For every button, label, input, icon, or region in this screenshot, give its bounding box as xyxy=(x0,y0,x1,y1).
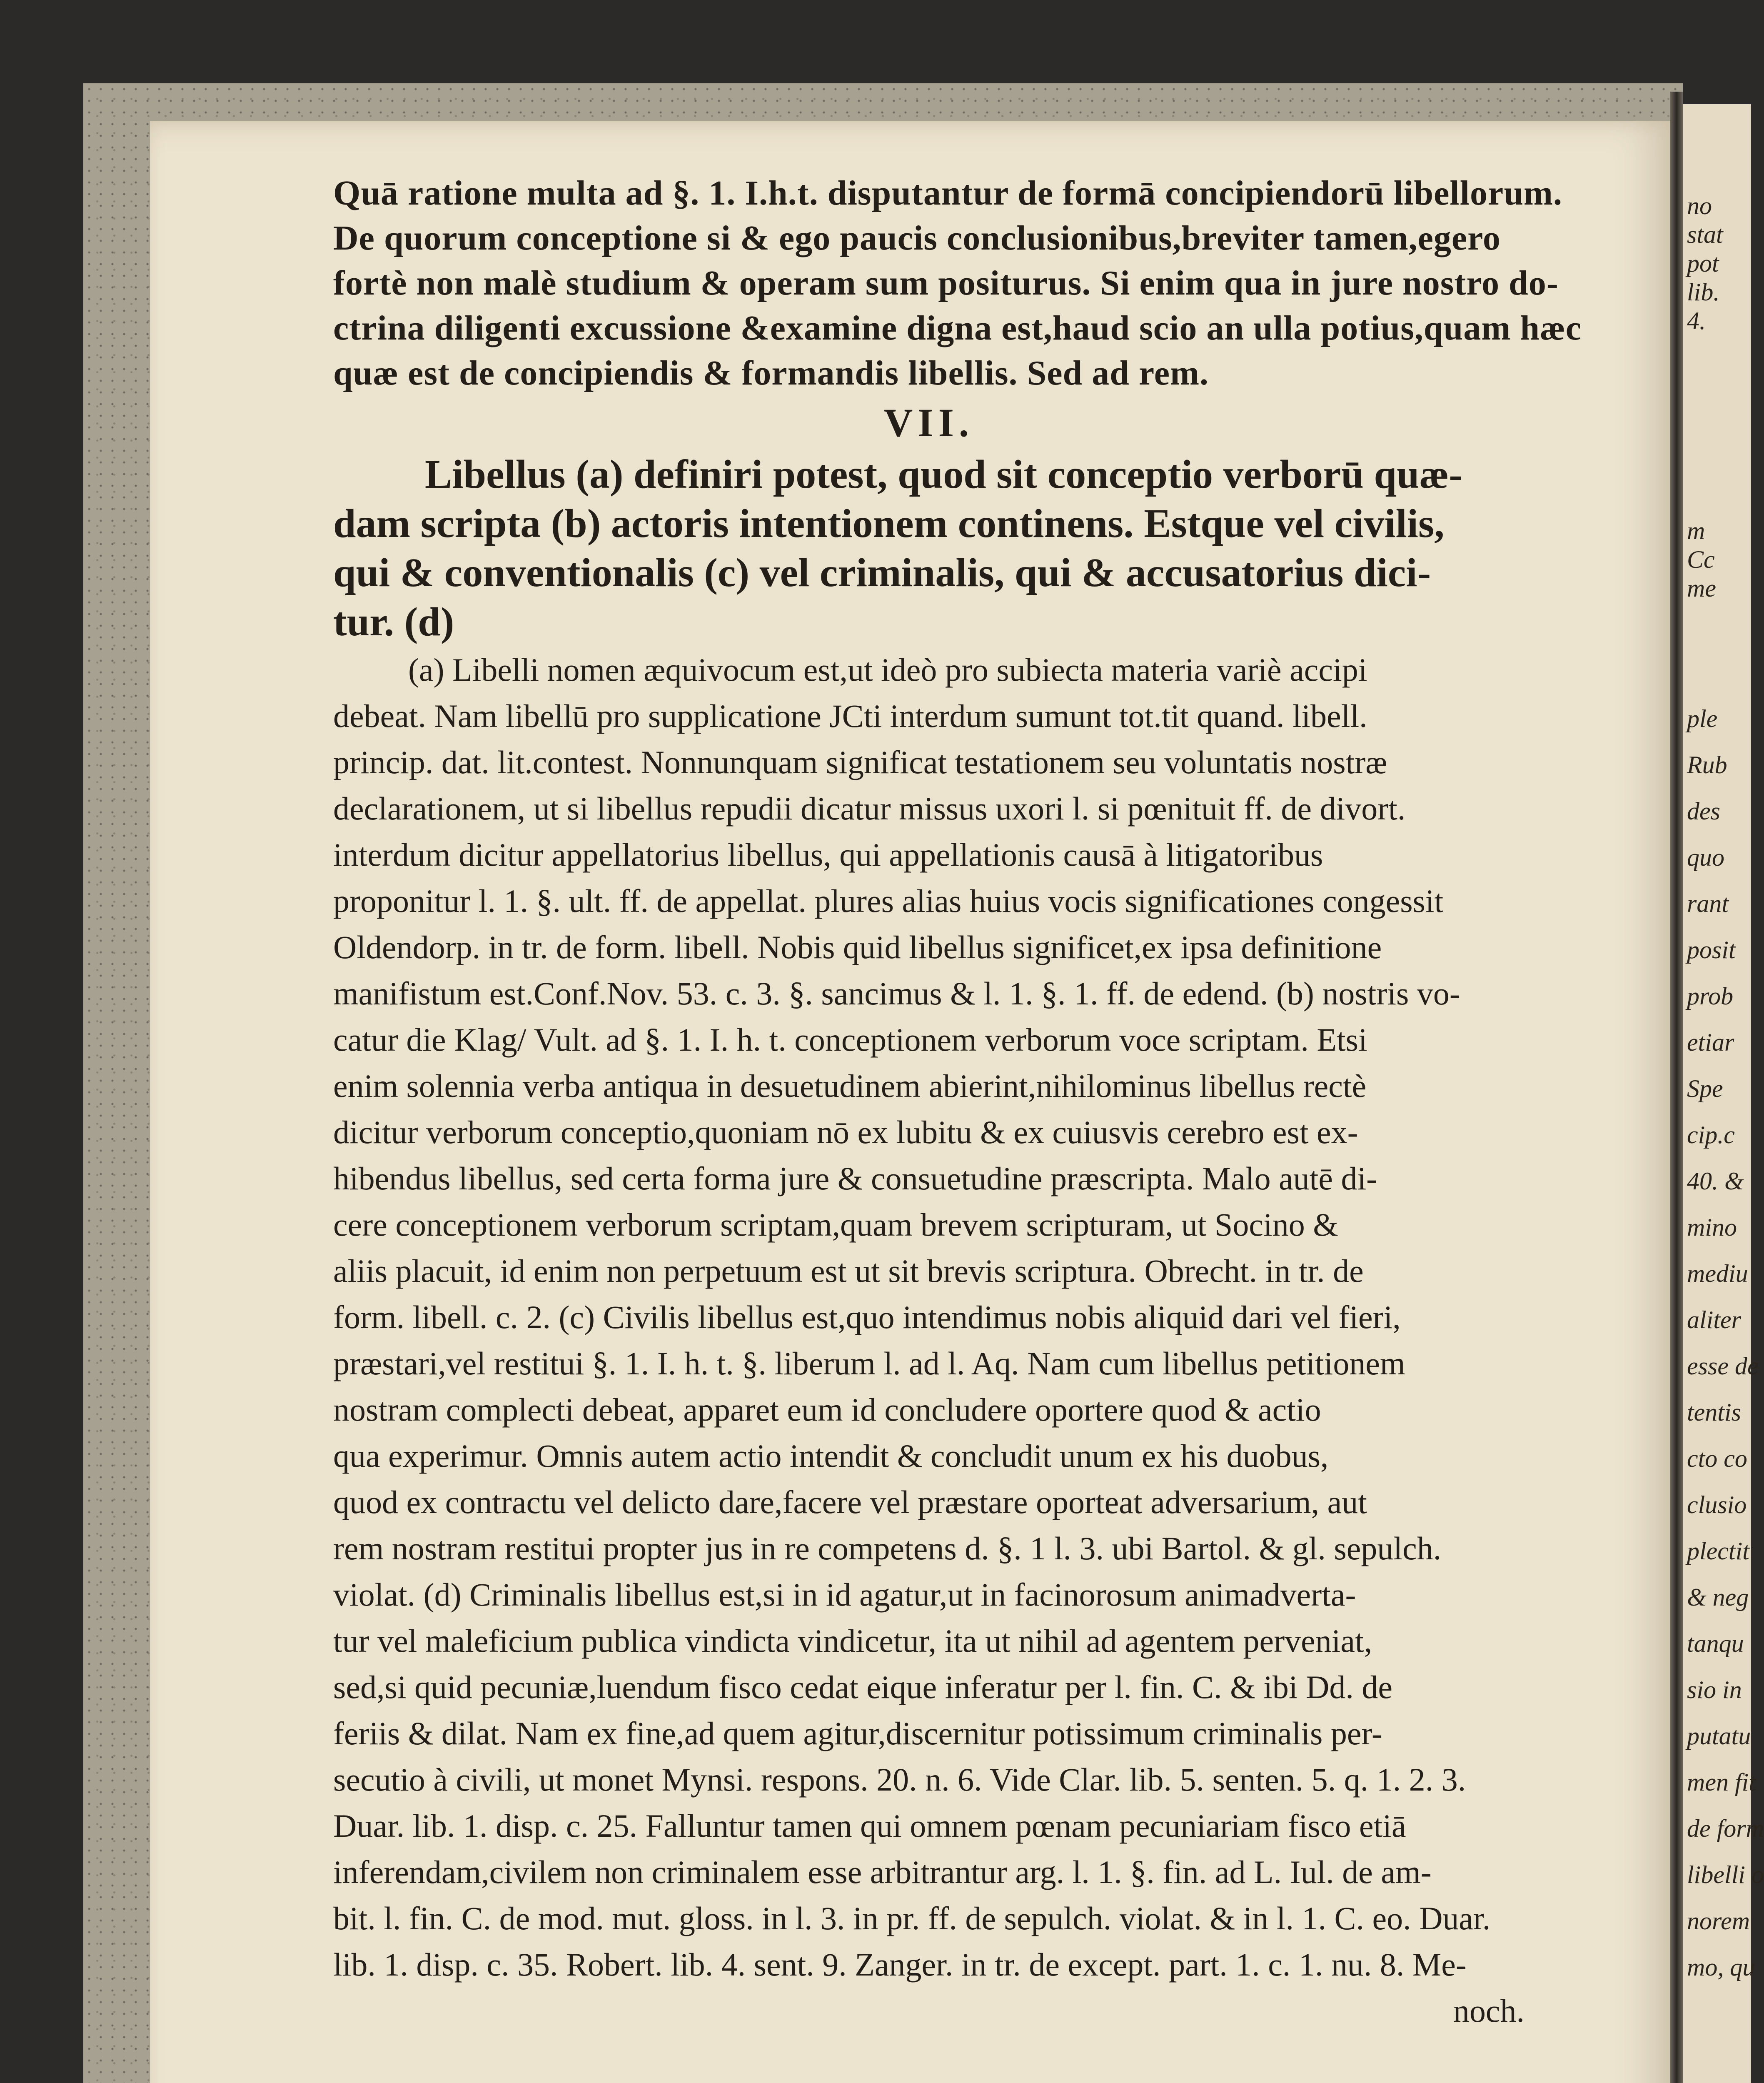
facing-page-edge xyxy=(1683,104,1764,2083)
facing-fragment: posit xyxy=(1687,936,1736,964)
footnote-line: qua experimur. Omnis autem actio intendit & concludit unum ex his duobus, xyxy=(333,1438,1329,1474)
facing-fragment: rant xyxy=(1687,890,1729,917)
catchword: noch. xyxy=(1453,1993,1524,2029)
intro-line: De quorum conceptione si & ego paucis conclusionibus,breviter tamen,egero xyxy=(333,219,1501,257)
facing-fragment: pot xyxy=(1687,250,1719,277)
facing-fragment: clusio xyxy=(1687,1491,1747,1519)
section-heading: VII. xyxy=(883,400,974,445)
facing-fragment: no xyxy=(1687,192,1712,220)
intro-line: Quā ratione multa ad §. 1. I.h.t. disputantur de formā concipiendorū libellorum. xyxy=(333,174,1563,212)
footnote-line: proponitur l. 1. §. ult. ff. de appellat. plures alias huius vocis significationes congessit xyxy=(333,883,1444,919)
facing-fragment: etiar xyxy=(1687,1029,1734,1056)
intro-line: quæ est de concipiendis & formandis libellis. Sed ad rem. xyxy=(333,354,1209,392)
footnote-line: Oldendorp. in tr. de form. libell. Nobis quid libellus significet,ex ipsa definitione xyxy=(333,929,1382,965)
facing-fragment: de form xyxy=(1687,1815,1764,1842)
footnote-line: feriis & dilat. Nam ex fine,ad quem agitur,discernitur potissimum criminalis per- xyxy=(333,1715,1382,1751)
footnote-line: hibendus libellus, sed certa forma jure & consuetudine præscripta. Malo autē di- xyxy=(333,1160,1377,1196)
facing-fragment: quo xyxy=(1687,844,1724,871)
facing-fragment: putatu xyxy=(1687,1722,1751,1750)
footnote-line: tur vel maleficium publica vindicta vindicetur, ita ut nihil ad agentem perveniat, xyxy=(333,1623,1372,1659)
facing-fragment: cto co xyxy=(1687,1445,1747,1472)
footnote-line: rem nostram restitui propter jus in re competens d. §. 1 l. 3. ubi Bartol. & gl. sepulch. xyxy=(333,1530,1442,1566)
footnote-line: (a) Libelli nomen æquivocum est,ut ideò pro subiecta materia variè accipi xyxy=(408,652,1367,688)
footnote-line: aliis placuit, id enim non perpetuum est ut sit brevis scriptura. Obrecht. in tr. de xyxy=(333,1253,1364,1289)
facing-fragment: m xyxy=(1687,517,1705,544)
facing-fragment: prob xyxy=(1687,982,1734,1010)
facing-fragment: esse de xyxy=(1687,1352,1759,1380)
footnote-line: præstari,vel restitui §. 1. I. h. t. §. liberum l. ad l. Aq. Nam cum libellus petitionem xyxy=(333,1345,1405,1381)
facing-fragment: libelli o xyxy=(1687,1861,1764,1888)
intro-line: ctrina diligenti excussione &examine digna est,haud scio an ulla potius,quam hæc xyxy=(333,309,1582,347)
book-gutter xyxy=(1670,92,1683,2083)
facing-fragment: & neg xyxy=(1687,1583,1749,1611)
facing-fragment: mediu xyxy=(1687,1260,1748,1287)
facing-fragment: tentis xyxy=(1687,1399,1741,1426)
facing-fragment: sio in xyxy=(1687,1676,1742,1703)
footnote-line: debeat. Nam libellū pro supplicatione JCti interdum sumunt tot.tit quand. libell. xyxy=(333,698,1367,734)
facing-fragment: ple xyxy=(1687,705,1718,732)
definition-line: dam scripta (b) actoris intentionem continens. Estque vel civilis, xyxy=(333,501,1445,546)
facing-fragment: des xyxy=(1687,797,1720,825)
facing-fragment: stat xyxy=(1687,221,1723,248)
facing-fragment: Rub xyxy=(1687,751,1727,779)
footnote-line: secutio à civili, ut monet Mynsi. respons. 20. n. 6. Vide Clar. lib. 5. senten. 5. q. 1. 2. 3. xyxy=(333,1761,1466,1798)
intro-line: fortè non malè studium & operam sum positurus. Si enim qua in jure nostro do- xyxy=(333,264,1559,302)
facing-fragment: Cc xyxy=(1687,546,1715,573)
footnote-line: cere conceptionem verborum scriptam,quam brevem scripturam, ut Socino & xyxy=(333,1206,1338,1243)
footnote-line: bit. l. fin. C. de mod. mut. gloss. in l. 3. in pr. ff. de sepulch. violat. & in l. 1. C. eo. Duar. xyxy=(333,1900,1491,1936)
facing-fragment: 40. & xyxy=(1687,1167,1744,1195)
footnote-line: quod ex contractu vel delicto dare,facere vel præstare oporteat adversarium, aut xyxy=(333,1484,1367,1520)
footnote-line: enim solennia verba antiqua in desuetudinem abierint,nihilominus libellus rectè xyxy=(333,1068,1367,1104)
facing-fragment: mo, qu xyxy=(1687,1953,1755,1981)
footnote-line: interdum dicitur appellatorius libellus, qui appellationis causā à litigatoribus xyxy=(333,837,1323,873)
facing-fragment: tanqu xyxy=(1687,1630,1744,1657)
footnote-line: dicitur verborum conceptio,quoniam nō ex lubitu & ex cuiusvis cerebro est ex- xyxy=(333,1114,1358,1150)
definition-line: tur. (d) xyxy=(333,599,454,644)
footnote-line: catur die Klag/ Vult. ad §. 1. I. h. t. conceptionem verborum voce scriptam. Etsi xyxy=(333,1022,1367,1058)
footnote-line: manifistum est.Conf.Nov. 53. c. 3. §. sancimus & l. 1. §. 1. ff. de edend. (b) nostris vo- xyxy=(333,975,1460,1012)
footnote-line: inferendam,civilem non criminalem esse arbitrantur arg. l. 1. §. fin. ad L. Iul. de am- xyxy=(333,1854,1432,1890)
facing-fragment: 4. xyxy=(1687,307,1706,335)
facing-fragment: lib. xyxy=(1687,278,1720,306)
facing-fragment: me xyxy=(1687,574,1716,602)
facing-fragment: cip.c xyxy=(1687,1121,1735,1149)
footnote-line: princip. dat. lit.contest. Nonnunquam significat testationem seu voluntatis nostræ xyxy=(333,744,1387,780)
facing-fragment: Spe xyxy=(1687,1075,1723,1102)
definition-line: qui & conventionalis (c) vel criminalis, qui & accusatorius dici- xyxy=(333,550,1431,595)
facing-fragment: aliter xyxy=(1687,1306,1741,1334)
footnote-line: form. libell. c. 2. (c) Civilis libellus est,quo intendimus nobis aliquid dari vel fieri, xyxy=(333,1299,1401,1335)
footnote-line: Duar. lib. 1. disp. c. 25. Falluntur tamen qui omnem pœnam pecuniariam fisco etiā xyxy=(333,1808,1406,1844)
footnote-line: sed,si quid pecuniæ,luendum fisco cedat eique inferatur per l. fin. C. & ibi Dd. de xyxy=(333,1669,1393,1705)
facing-fragment: mino xyxy=(1687,1214,1737,1241)
definition-line: Libellus (a) definiri potest, quod sit conceptio verborū quæ- xyxy=(425,452,1462,497)
page-text xyxy=(333,171,1582,2034)
footnote-line: violat. (d) Criminalis libellus est,si in id agatur,ut in facinorosum animadverta- xyxy=(333,1576,1356,1613)
facing-fragment: norem xyxy=(1687,1907,1750,1935)
facing-fragment: plectit xyxy=(1687,1537,1749,1565)
footnote-line: lib. 1. disp. c. 35. Robert. lib. 4. sent. 9. Zanger. in tr. de except. part. 1. c. 1. nu. 8. Me- xyxy=(333,1946,1467,1983)
facing-fragment: men fit xyxy=(1687,1768,1756,1796)
footnote-line: nostram complecti debeat, apparet eum id concludere oportere quod & actio xyxy=(333,1391,1321,1428)
footnote-line: declarationem, ut si libellus repudii dicatur missus uxori l. si pœnituit ff. de divort. xyxy=(333,790,1406,827)
